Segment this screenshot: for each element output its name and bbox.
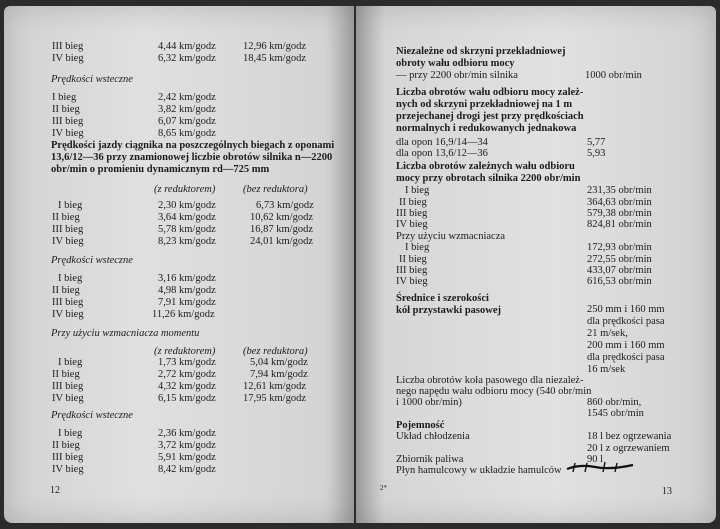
- speed-value: 2,42 km/godz: [158, 92, 216, 103]
- speed-value: 18,45 km/godz: [243, 53, 306, 64]
- gear-label: IV bieg: [52, 53, 84, 64]
- speed-value: 3,82 km/godz: [158, 104, 216, 115]
- gear-label: I bieg: [58, 200, 83, 211]
- value-text: 16 m/sek: [587, 364, 626, 375]
- bold-heading-line: Średnice i szerokości: [396, 293, 489, 304]
- bold-heading-line: nych od skrzyni przekładniowej na 1 m: [396, 99, 573, 110]
- value-text: 5,77: [587, 137, 606, 148]
- gear-label: IV bieg: [52, 128, 84, 139]
- gear-label: IV bieg: [52, 309, 84, 320]
- gear-label: III bieg: [52, 116, 84, 127]
- bold-heading-line: obr/min o promieniu dynamicznym rd—725 mm: [51, 164, 270, 175]
- handwritten-scribble-icon: [565, 460, 635, 474]
- value-text: 433,07 obr/min: [587, 265, 652, 276]
- column-header: (bez reduktora): [243, 184, 308, 195]
- gear-label: III bieg: [52, 224, 84, 235]
- speed-value: 2,72 km/godz: [158, 369, 216, 380]
- speed-value: 17,95 km/godz: [243, 393, 306, 404]
- value-text: 90 l: [587, 454, 604, 465]
- body-text: Liczba obrotów koła pasowego dla niezależ-: [396, 375, 584, 386]
- gear-label: III bieg: [52, 41, 84, 52]
- gear-label: I bieg: [52, 92, 77, 103]
- gear-label: III bieg: [396, 208, 428, 219]
- speed-value: 8,23 km/godz: [158, 236, 216, 247]
- speed-value: 24,01 km/godz: [250, 236, 313, 247]
- gear-label: II bieg: [52, 285, 80, 296]
- body-text: nego napędu wału odbioru mocy (540 obr/min: [396, 386, 592, 397]
- gear-label: I bieg: [58, 428, 83, 439]
- bold-heading-line: kół przystawki pasowej: [396, 305, 502, 316]
- speed-value: 5,04 km/godz: [250, 357, 308, 368]
- value-text: 20 l z ogrzewaniem: [587, 443, 670, 454]
- value-text: 364,63 obr/min: [587, 197, 652, 208]
- speed-value: 12,61 km/godz: [243, 381, 306, 392]
- speed-value: 8,65 km/godz: [158, 128, 216, 139]
- value-text: 200 mm i 160 mm: [587, 340, 665, 351]
- gear-label: III bieg: [396, 265, 428, 276]
- bold-heading-line: mocy przy obrotach silnika 2200 obr/min: [396, 173, 581, 184]
- speed-value: 6,15 km/godz: [158, 393, 216, 404]
- section-title: Prędkości wsteczne: [51, 74, 133, 85]
- speed-value: 3,72 km/godz: [158, 440, 216, 451]
- gear-label: II bieg: [52, 369, 80, 380]
- gear-label: IV bieg: [396, 219, 428, 230]
- speed-value: 7,91 km/godz: [158, 297, 216, 308]
- speed-value: 7,94 km/godz: [250, 369, 308, 380]
- value-text: 250 mm i 160 mm: [587, 304, 665, 315]
- value-text: 21 m/sek,: [587, 328, 628, 339]
- value-text: 5,93: [587, 148, 606, 159]
- value-text: 18 l bez ogrzewania: [587, 431, 672, 442]
- section-title: Prędkości wsteczne: [51, 410, 133, 421]
- bold-heading-line: 13,6/12—36 przy znamionowej liczbie obrotów silnika n—2200: [51, 152, 333, 163]
- speed-value: 2,30 km/godz: [158, 200, 216, 211]
- bold-heading-line: normalnych i redukowanych jednakowa: [396, 123, 577, 134]
- body-text: i 1000 obr/min): [396, 397, 462, 408]
- value-text: 272,55 obr/min: [587, 254, 652, 265]
- speed-value: 8,42 km/godz: [158, 464, 216, 475]
- speed-value: 10,62 km/godz: [250, 212, 313, 223]
- gear-label: II bieg: [52, 440, 80, 451]
- value-text: dla prędkości pasa: [587, 352, 665, 363]
- value-text: 860 obr/min,: [587, 397, 642, 408]
- value-text: 172,93 obr/min: [587, 242, 652, 253]
- gear-label: IV bieg: [396, 276, 428, 287]
- column-header: (bez reduktora): [243, 346, 308, 357]
- gear-label: III bieg: [52, 297, 84, 308]
- speed-value: 4,98 km/godz: [158, 285, 216, 296]
- column-header: (z reduktorem): [154, 184, 216, 195]
- speed-value: 6,73 km/godz: [256, 200, 314, 211]
- speed-value: 5,78 km/godz: [158, 224, 216, 235]
- body-text: Zbiornik paliwa: [396, 454, 464, 465]
- speed-value: 2,36 km/godz: [158, 428, 216, 439]
- gear-label: II bieg: [399, 197, 427, 208]
- section-title: Przy użyciu wzmacniacza momentu: [51, 328, 200, 339]
- gear-label: IV bieg: [52, 236, 84, 247]
- bold-heading-line: obroty wału odbioru mocy: [396, 58, 515, 69]
- bold-heading-line: przejechanej drogi jest przy prędkościach: [396, 111, 584, 122]
- value-text: 1000 obr/min: [585, 70, 642, 81]
- speed-value: 5,91 km/godz: [158, 452, 216, 463]
- gear-label: III bieg: [52, 452, 84, 463]
- gear-label: IV bieg: [52, 464, 84, 475]
- speed-value: 3,16 km/godz: [158, 273, 216, 284]
- section-title: Prędkości wsteczne: [51, 255, 133, 266]
- page-number: 13: [662, 486, 672, 497]
- gear-label: II bieg: [52, 104, 80, 115]
- value-text: 824,81 obr/min: [587, 219, 652, 230]
- bold-heading-line: Liczba obrotów zależnych wału odbioru: [396, 161, 575, 172]
- bold-heading-line: Liczba obrotów wału odbioru mocy zależ-: [396, 87, 584, 98]
- gear-label: II bieg: [399, 254, 427, 265]
- value-text: 579,38 obr/min: [587, 208, 652, 219]
- body-text: Płyn hamulcowy w układzie hamulców: [396, 465, 562, 476]
- column-header: (z reduktorem): [154, 346, 216, 357]
- speed-value: 6,07 km/godz: [158, 116, 216, 127]
- gear-label: I bieg: [58, 273, 83, 284]
- bold-heading-line: Prędkości jazdy ciągnika na poszczególnych biegach z oponami: [51, 140, 335, 151]
- speed-value: 6,32 km/godz: [158, 53, 216, 64]
- gear-label: I bieg: [405, 185, 430, 196]
- signature-mark: 2*: [380, 484, 387, 492]
- page-number: 12: [50, 485, 60, 496]
- gear-label: I bieg: [58, 357, 83, 368]
- body-text: Układ chłodzenia: [396, 431, 470, 442]
- body-text: — przy 2200 obr/min silnika: [396, 70, 518, 81]
- gear-label: III bieg: [52, 381, 84, 392]
- speed-value: 11,26 km/godz: [152, 309, 215, 320]
- bold-heading-line: Niezależne od skrzyni przekładniowej: [396, 46, 566, 57]
- value-text: dla prędkości pasa: [587, 316, 665, 327]
- gear-label: IV bieg: [52, 393, 84, 404]
- gear-label: I bieg: [405, 242, 430, 253]
- speed-value: 16,87 km/godz: [250, 224, 313, 235]
- body-text: dla opon 13,6/12—36: [396, 148, 488, 159]
- value-text: 616,53 obr/min: [587, 276, 652, 287]
- value-text: 1545 obr/min: [587, 408, 644, 419]
- speed-value: 1,73 km/godz: [158, 357, 216, 368]
- speed-value: 3,64 km/godz: [158, 212, 216, 223]
- speed-value: 4,44 km/godz: [158, 41, 216, 52]
- gear-label: II bieg: [52, 212, 80, 223]
- bold-heading-line: Pojemność: [396, 420, 445, 431]
- speed-value: 4,32 km/godz: [158, 381, 216, 392]
- body-text: dla opon 16,9/14—34: [396, 137, 488, 148]
- body-text: Przy użyciu wzmacniacza: [396, 231, 506, 242]
- value-text: 231,35 obr/min: [587, 185, 652, 196]
- speed-value: 12,96 km/godz: [243, 41, 306, 52]
